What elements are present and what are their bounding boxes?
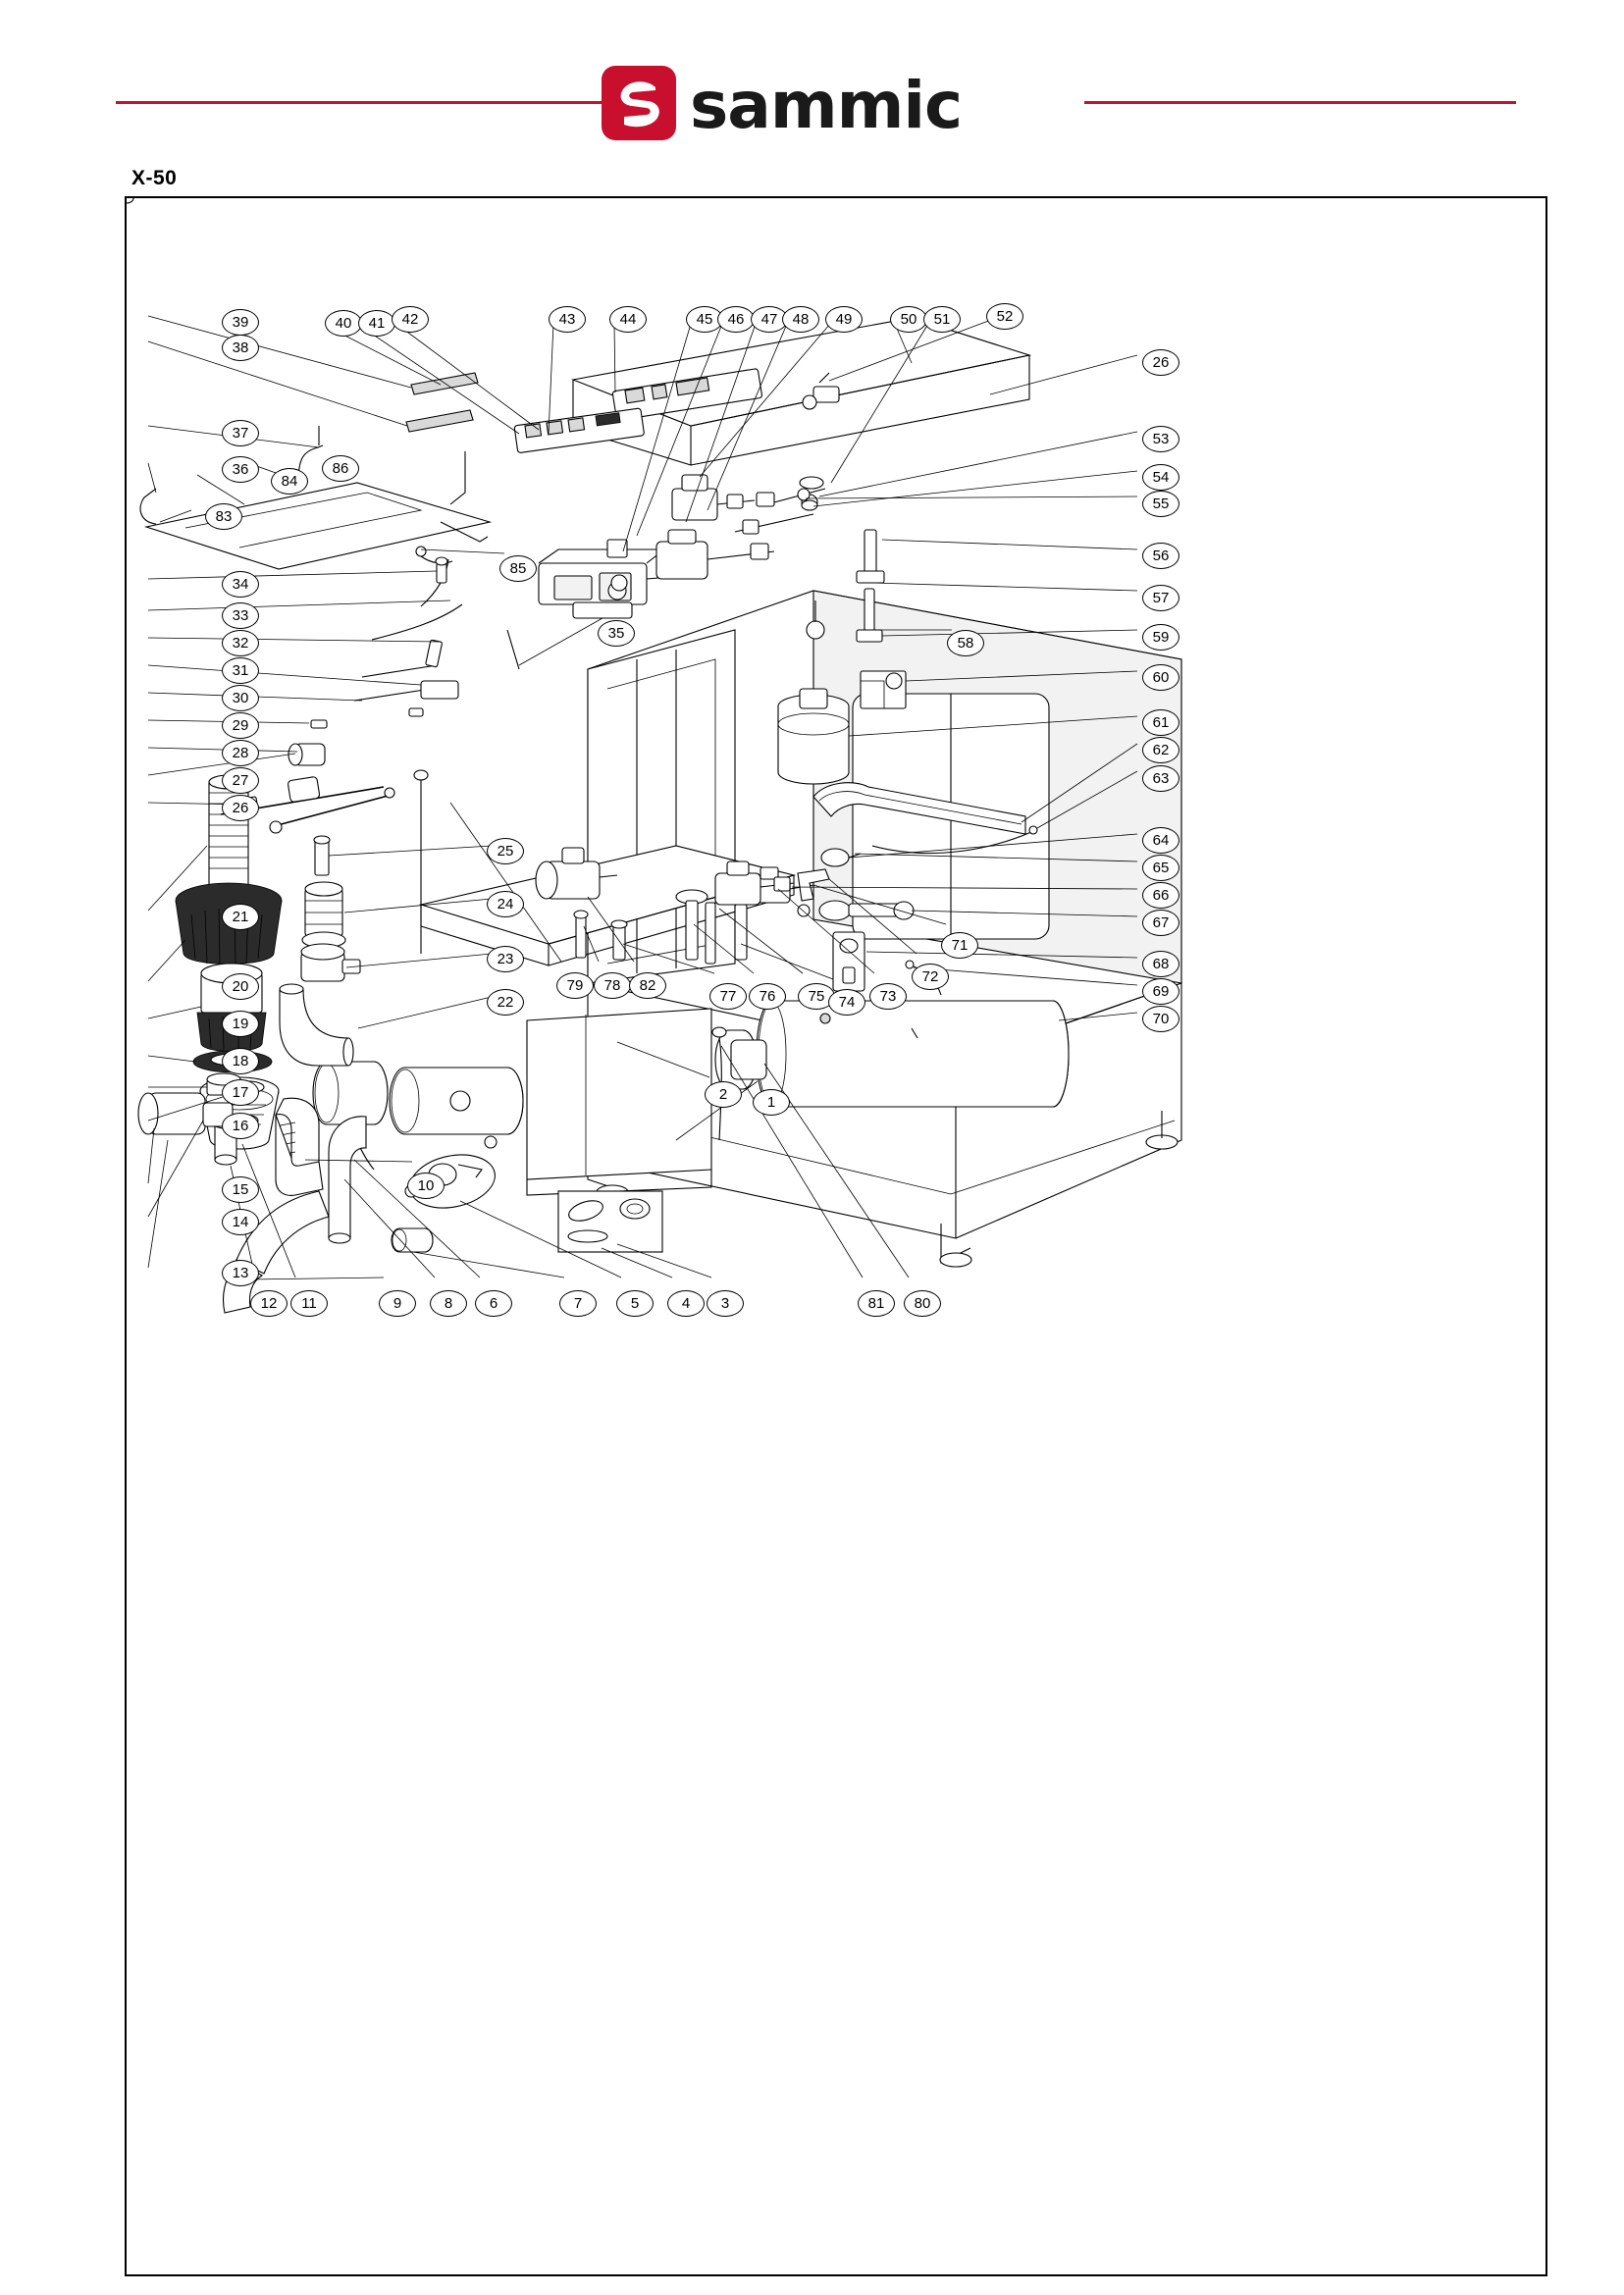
callout-51[interactable]: 51 [923,306,961,333]
callout-70[interactable]: 70 [1142,1006,1179,1032]
callout-28[interactable]: 28 [222,740,259,766]
callout-27[interactable]: 27 [222,767,259,794]
callout-71[interactable]: 71 [941,932,978,959]
callout-74[interactable]: 74 [828,989,865,1016]
callout-64[interactable]: 64 [1142,827,1179,854]
callout-16[interactable]: 16 [222,1113,259,1139]
callout-86[interactable]: 86 [322,455,359,482]
callout-46[interactable]: 46 [717,306,755,333]
model-label: X-50 [131,167,178,189]
callout-47[interactable]: 47 [751,306,788,333]
brand-name: sammic [690,68,963,143]
callout-44[interactable]: 44 [609,306,647,333]
callout-36[interactable]: 36 [222,456,259,483]
callout-69[interactable]: 69 [1142,978,1179,1005]
brand-logo [602,61,1084,145]
callout-54[interactable]: 54 [1142,464,1179,491]
callout-35[interactable]: 35 [598,620,635,647]
callout-52[interactable]: 52 [986,303,1023,330]
callout-15[interactable]: 15 [222,1176,259,1203]
callout-83[interactable]: 83 [205,503,242,530]
header-rule-right [1084,101,1516,104]
callout-12[interactable]: 12 [250,1290,288,1317]
callout-76[interactable]: 76 [749,983,786,1010]
callout-48[interactable]: 48 [782,306,819,333]
callout-10[interactable]: 10 [407,1173,445,1199]
callout-34[interactable]: 34 [222,571,259,598]
callout-8[interactable]: 8 [430,1290,467,1317]
callout-17[interactable]: 17 [222,1079,259,1106]
callout-53[interactable]: 53 [1142,426,1179,452]
callout-60[interactable]: 60 [1142,664,1179,691]
header-rule-left [116,101,602,104]
callout-82[interactable]: 82 [629,972,666,999]
callout-75[interactable]: 75 [798,983,835,1010]
callout-26[interactable]: 26 [1142,349,1179,376]
diagram-artwork [127,198,1549,2278]
callout-73[interactable]: 73 [869,983,907,1010]
callout-29[interactable]: 29 [222,712,259,739]
callout-84[interactable]: 84 [271,468,308,495]
callout-33[interactable]: 33 [222,602,259,629]
callout-6[interactable]: 6 [475,1290,512,1317]
callout-56[interactable]: 56 [1142,543,1179,569]
callout-63[interactable]: 63 [1142,765,1179,792]
callout-3[interactable]: 3 [707,1290,744,1317]
callout-31[interactable]: 31 [222,657,259,684]
page-header [0,0,1624,157]
callout-58[interactable]: 58 [947,630,984,656]
callout-41[interactable]: 41 [358,310,395,337]
callout-20[interactable]: 20 [222,973,259,1000]
callout-65[interactable]: 65 [1142,855,1179,881]
callout-43[interactable]: 43 [549,306,586,333]
callout-24[interactable]: 24 [487,891,524,917]
callout-1[interactable]: 1 [753,1089,790,1116]
callout-68[interactable]: 68 [1142,951,1179,977]
callout-66[interactable]: 66 [1142,882,1179,909]
callout-50[interactable]: 50 [890,306,927,333]
callout-21[interactable]: 21 [222,904,259,930]
callout-13[interactable]: 13 [222,1260,259,1286]
callout-78[interactable]: 78 [594,972,631,999]
callout-18[interactable]: 18 [222,1048,259,1074]
callout-81[interactable]: 81 [858,1290,895,1317]
callout-7[interactable]: 7 [559,1290,597,1317]
callout-49[interactable]: 49 [825,306,863,333]
callout-62[interactable]: 62 [1142,737,1179,763]
callout-57[interactable]: 57 [1142,585,1179,611]
callout-79[interactable]: 79 [556,972,594,999]
callout-42[interactable]: 42 [392,306,429,333]
callout-61[interactable]: 61 [1142,709,1179,736]
callout-37[interactable]: 37 [222,420,259,446]
callout-22[interactable]: 22 [487,989,524,1016]
callout-55[interactable]: 55 [1142,491,1179,517]
callout-77[interactable]: 77 [709,983,747,1010]
callout-4[interactable]: 4 [667,1290,705,1317]
callout-38[interactable]: 38 [222,335,259,361]
callout-67[interactable]: 67 [1142,910,1179,936]
callout-23[interactable]: 23 [487,946,524,972]
callout-19[interactable]: 19 [222,1011,259,1037]
callout-9[interactable]: 9 [379,1290,416,1317]
callout-85[interactable]: 85 [499,555,537,582]
callout-14[interactable]: 14 [222,1209,259,1235]
callout-5[interactable]: 5 [616,1290,654,1317]
callout-32[interactable]: 32 [222,630,259,656]
sammic-swirl-logo-icon [602,66,676,140]
callout-11[interactable]: 11 [290,1290,328,1317]
diagram-frame [125,196,1547,2276]
callout-26[interactable]: 26 [222,795,259,821]
callout-39[interactable]: 39 [222,309,259,336]
callout-59[interactable]: 59 [1142,624,1179,651]
callout-30[interactable]: 30 [222,685,259,711]
exploded-parts-diagram [127,198,1549,2278]
callout-2[interactable]: 2 [705,1081,742,1108]
callout-45[interactable]: 45 [686,306,723,333]
callout-25[interactable]: 25 [487,838,524,864]
callout-80[interactable]: 80 [904,1290,941,1317]
callout-40[interactable]: 40 [325,310,362,337]
callout-72[interactable]: 72 [912,964,949,990]
